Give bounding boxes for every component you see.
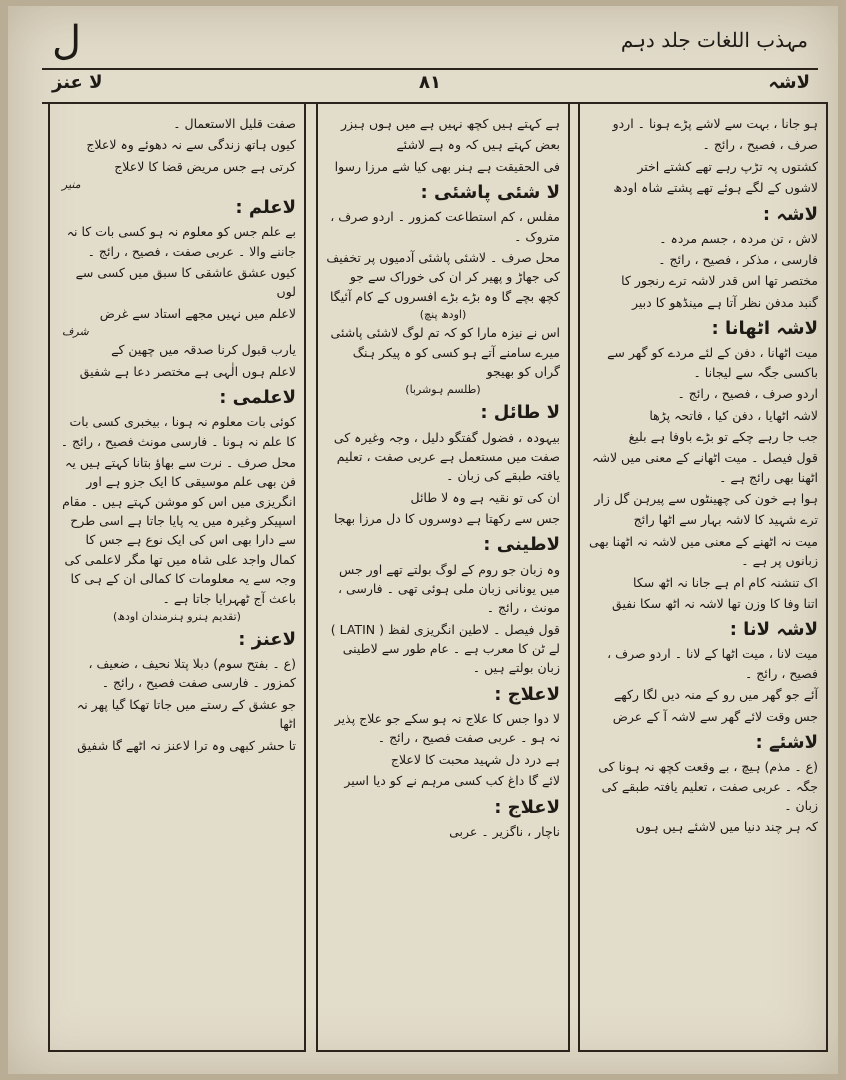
poet-attribution: شرف bbox=[62, 325, 89, 339]
entry-headword: لاطینی : bbox=[483, 534, 560, 556]
entry-text: یارب قبول کرنا صدقہ میں چھین کے bbox=[111, 342, 296, 358]
entry-text: اک تنشنہ کام ام ہے جانا نہ اٹھ سکا bbox=[633, 574, 818, 590]
entry-text: کوئی بات معلوم نہ ہونا ، بیخبری کسی بات کا علم نہ ہونا ۔ فارسی مونث فصیح ، رائج ۔ bbox=[60, 414, 296, 449]
entry-text: اتنا وفا کا وزن تھا لاشہ نہ اٹھ سکا نفیق bbox=[612, 595, 818, 611]
poet-attribution: منیر bbox=[62, 178, 81, 192]
entry-text: لاعلم ہوں الٰہی ہے مختصر دعا ہے شفیق bbox=[79, 363, 296, 379]
entry-text: قول فیصل ۔ لاطین انگریزی لفظ ( LATIN ) لے ٹن کا معرب ہے ۔ عام طور سے لاطینی زبان بولتے ہیں ۔ bbox=[330, 621, 560, 676]
entry-text: لائے گا داغ کب کسی مرہم نے کو دیا اسیر bbox=[344, 773, 560, 789]
entry-text: میت اٹھانا ، دفن کے لئے مردے کو گھر سے باکسی جگہ سے لیجانا ۔ bbox=[607, 345, 818, 380]
book-title: مہذب اللغات جلد دہم bbox=[620, 28, 808, 52]
entry-headword: لا طائل : bbox=[480, 402, 560, 424]
entry-text: میت لانا ، میت اٹھا کے لانا ۔ اردو صرف ، فصیح ، رائج ۔ bbox=[607, 646, 818, 681]
entry-text: کیوں ہاتھ زندگی سے نہ دھوئے وہ لاعلاج bbox=[86, 137, 296, 153]
entry-text: مفلس ، کم استطاعت کمزور ۔ اردو صرف ، متروک ۔ bbox=[330, 209, 560, 244]
entry-headword: لاعلاج : bbox=[494, 683, 560, 705]
entry-text: لاشہ اٹھایا ، دفن کیا ، فاتحہ پڑھا bbox=[649, 407, 818, 423]
entry-text: جس سے رکھتا ہے دوسروں کا دل مرزا بھجا bbox=[333, 511, 560, 526]
entry-text: فی الحقیقت ہے ہنر بھی کیا شے مرزا رسوا bbox=[334, 158, 560, 174]
entry-text: (ع ۔ بفتح سوم) دبلا پتلا نحیف ، ضعیف ، کمزور ۔ فارسی صفت فصیح ، رائج ۔ bbox=[88, 656, 296, 691]
entry-text: محل صرف ۔ لاشئی پاشئی آدمیوں پر تخفیف کی جھاڑ و پھیر کر ان کی خوراک سے جو کچھ بچے گا وہ بڑے بڑے افسروں کے کام آئیگا bbox=[326, 250, 560, 304]
entry-text: کشتوں پہ تڑپ رہے تھے کشتے اختر bbox=[637, 158, 818, 174]
running-head bbox=[42, 68, 818, 104]
entry-headword: لا شئی پاشئی : bbox=[420, 182, 560, 204]
entry-text: وہ زبان جو روم کے لوگ بولتے تھے اور جس میں یونانی زبان ملی ہوئی تھی ۔ فارسی ، مونث ، رائج ۔ bbox=[337, 561, 560, 616]
entry-headword: لاعلمی : bbox=[219, 386, 296, 408]
entry-text: اس نے نیزہ مارا کو کہ تم لوگ لاشئی پاشئی میرے سامنے آتے ہو کسی کو ہ پیکر ہنگ گراں کو بھیجو bbox=[330, 325, 560, 379]
entry-text: ہوا ہے خون کی چھینٹوں سے پیرہن گل زار bbox=[594, 491, 818, 506]
entry-text: مختصر تھا اس قدر لاشہ ترے رنجور کا bbox=[621, 273, 818, 289]
entry-text: لاعلم میں نہیں مجھے استاد سے غرض bbox=[99, 305, 296, 321]
headword-right: لاشہ bbox=[768, 72, 810, 93]
entry-text: کرتی ہے جس مریض قضا کا لاعلاج bbox=[114, 158, 296, 174]
source-citation: (تقدیم ہنرو ہنرمندان اودھ) bbox=[113, 609, 241, 623]
entry-text: کہ ہر چند دنیا میں لاشئے ہیں ہوں bbox=[635, 819, 818, 835]
headword-left: لا عنز bbox=[52, 72, 103, 93]
entry-text: محل صرف ۔ نرت سے بھاؤ بتانا کہتے ہیں یہ فن بھی علم موسیقی کا ایک جزو ہے اور انگریزی میں اس کو موشن کہتے ہیں ۔ مقام اسپیکر وغیرہ میں یہ پایا جاتا ہے اسی طرح سے دارا بھی اس کی ایک نوع ہے جس کا کمال واجد علی شاہ میں تھا مگر لاعلمی کی وجہ سے یہ معلومات کا کمالی ان کے ہی کا باعث آج ٹھہرایا جاتا ہے ۔ bbox=[62, 454, 296, 606]
entry-text: کیوں عشق عاشقی کا سبق میں کسی سے لوں bbox=[75, 265, 296, 300]
entry-text: آئے جو گھر میں رو کے منہ دیں لگا رکھے bbox=[613, 687, 818, 703]
entry-headword: لاعلم : bbox=[235, 197, 296, 219]
entry-text: صفت قلیل الاستعمال ۔ bbox=[173, 116, 296, 131]
entry-headword: لاعنز : bbox=[238, 628, 296, 650]
entry-text: اردو صرف ، فصیح ، رائج ۔ bbox=[677, 386, 818, 402]
dictionary-page bbox=[8, 6, 838, 1074]
entry-text: قول فیصل ۔ میت اٹھانے کے معنی میں لاشہ اٹھنا بھی رائج ہے ۔ bbox=[592, 450, 818, 485]
entry-text: بے علم جس کو معلوم نہ ہو کسی بات کا نہ جاننے والا ۔ عربی صفت ، فصیح ، رائج ۔ bbox=[66, 224, 296, 259]
entry-text: فارسی ، مذکر ، فصیح ، رائج ۔ bbox=[658, 252, 818, 268]
entry-headword: لاشہ : bbox=[762, 203, 818, 225]
entry-text: ناچار ، ناگزیر ۔ عربی bbox=[449, 823, 560, 839]
entry-text: صرف ، فصیح ، رائج ۔ bbox=[702, 137, 818, 153]
entry-text: میت نہ اٹھنے کے معنی میں لاشہ نہ اٹھنا بھی زبانوں پر ہے ۔ bbox=[589, 533, 818, 569]
entry-text: ترے شہید کا لاشہ بہار سے اٹھا رائج bbox=[633, 512, 818, 528]
column-right bbox=[578, 102, 828, 1052]
source-citation: (اودھ پنچ) bbox=[419, 308, 467, 322]
source-citation: (طلسم ہوشربا) bbox=[405, 383, 481, 397]
entry-text: لا دوا جس کا علاج نہ ہو سکے جو علاج پذیر نہ ہو ۔ عربی صفت فصیح ، رائج ۔ bbox=[334, 711, 560, 746]
column-left bbox=[48, 102, 306, 1052]
entry-text: ہو جانا ، بہت سے لاشے پڑے ہونا ۔ اردو bbox=[612, 116, 818, 131]
page-number: ۸۱ bbox=[419, 72, 441, 93]
entry-headword: لاعلاج : bbox=[494, 796, 560, 818]
entry-text: ہے کہتے ہیں کچھ نہیں ہے میں ہوں ہبزر bbox=[340, 116, 560, 131]
entry-headword: لاشہ لانا : bbox=[729, 619, 818, 641]
entry-text: بعض کہتے ہیں کہ وہ ہے لاشئے bbox=[396, 137, 560, 153]
entry-text: جس وقت لائے گھر سے لاشہ آ کے عرض bbox=[612, 708, 818, 724]
entry-text: لاش ، تن مردہ ، جسم مردہ ۔ bbox=[659, 230, 818, 246]
entry-text: ان کی تو نقیہ ہے وہ لا طائل bbox=[410, 489, 560, 505]
page-mark: ل bbox=[52, 18, 82, 64]
entry-text: ہے درد دل شہید محبت کا لاعلاج bbox=[390, 751, 560, 767]
entry-headword: لاشئے : bbox=[755, 731, 818, 753]
entry-text: جب جا رہے چکے تو بڑے باوفا ہے بلیغ bbox=[628, 428, 818, 444]
entry-headword: لاشہ اٹھانا : bbox=[711, 318, 818, 340]
entry-text: جو عشق کے رستے میں جاتا تھکا گیا پھر نہ اٹھا bbox=[76, 696, 296, 732]
entry-text: (ع ۔ مذم) ہیچ ، بے وقعت کچھ نہ ہونا کی جگہ ۔ عربی صفت ، تعلیم یافتہ طبقے کی زبان ۔ bbox=[598, 759, 818, 813]
entry-text: لاشوں کے لگے ہوئے تھے پشتے شاہ اودھ bbox=[613, 180, 818, 196]
entry-text: تا حشر کبھی وہ ترا لاعنز نہ اٹھے گا شفیق bbox=[77, 737, 296, 753]
column-center bbox=[316, 102, 570, 1052]
entry-text: بیہودہ ، فضول گفتگو دلیل ، وجہ وغیرہ کی صفت میں مستعمل ہے عربی صفت ، تعلیم یافتہ طبقے کی زبان ۔ bbox=[333, 429, 560, 484]
entry-text: گنبد مدفن نظر آتا ہے مینڈھو کا دبیر bbox=[632, 294, 818, 310]
